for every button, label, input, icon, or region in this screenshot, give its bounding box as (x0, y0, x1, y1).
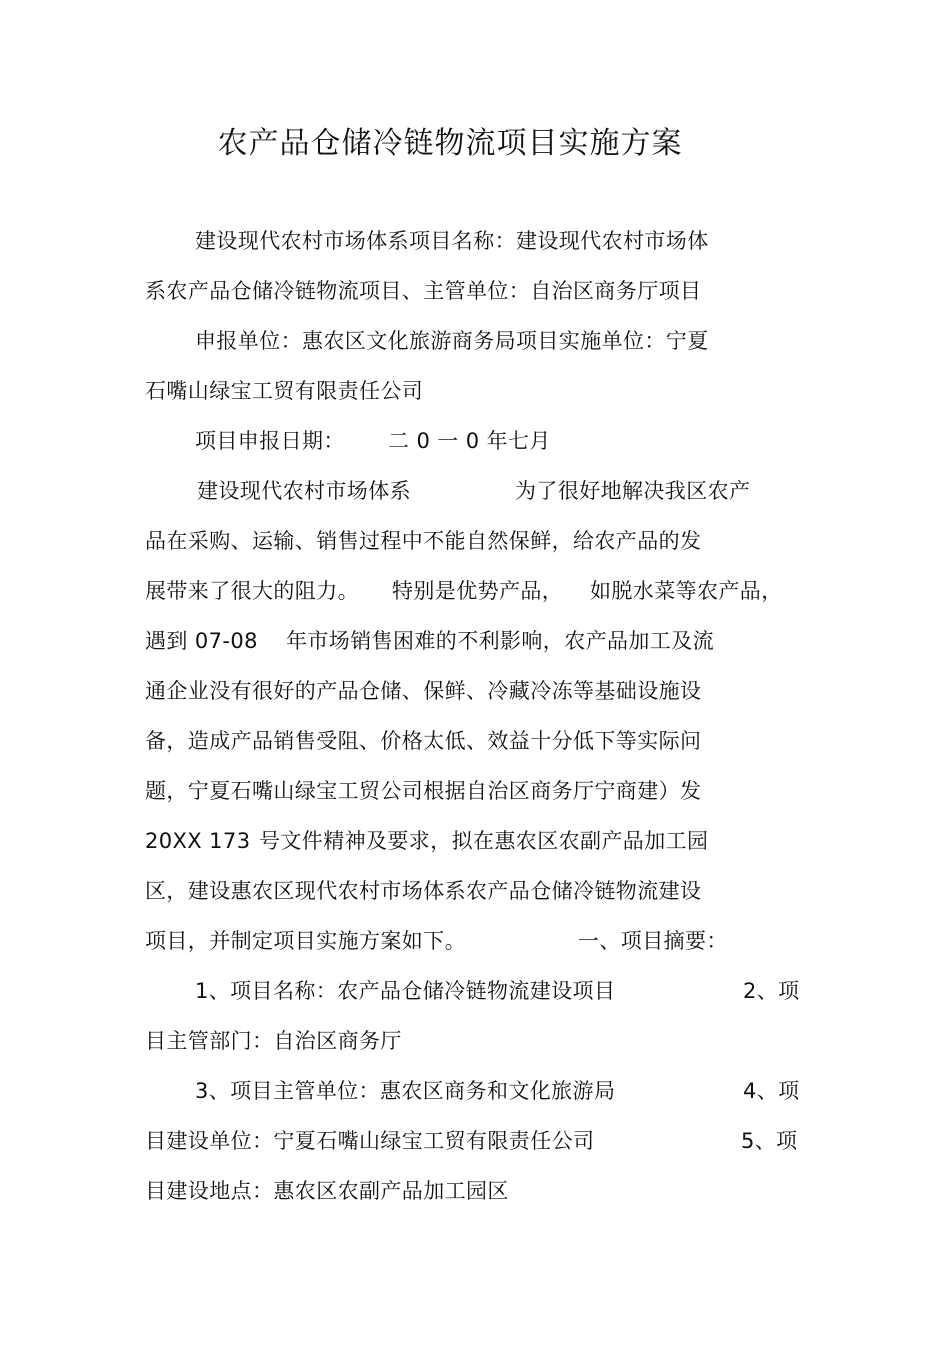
text-segment: 4、项 (743, 1079, 800, 1103)
text-segment: 目主管部门：自治区商务厅 (145, 1029, 402, 1053)
text-segment: 如脱水菜等农产品， (590, 579, 783, 603)
text-segment: 5、项 (741, 1129, 798, 1153)
text-segment: 年市场销售困难的不利影响，农产品加工及流 (286, 629, 714, 653)
text-segment: 区，建设惠农区现代农村市场体系农产品仓储冷链物流建设 (145, 879, 702, 903)
text-segment: 品在采购、运输、销售过程中不能自然保鲜，给农产品的发 (145, 529, 702, 553)
document-title: 农产品仓储冷链物流项目实施方案 (217, 126, 683, 161)
text-segment: 项目，并制定项目实施方案如下。 (145, 929, 466, 953)
text-segment: 特别是优势产品， (392, 579, 564, 603)
text-segment: 为了很好地解决我区农产 (515, 479, 751, 503)
text-segment: 通企业没有很好的产品仓储、保鲜、冷藏冷冻等基础设施设 (145, 679, 702, 703)
text-segment: 石嘴山绿宝工贸有限责任公司 (145, 379, 424, 403)
text-segment: 2、项 (743, 979, 800, 1003)
text-segment: 20XX 173 (145, 829, 251, 853)
text-segment: 号文件精神及要求，拟在惠农区农副产品加工园 (259, 829, 709, 853)
text-segment: 1、项目名称：农产品仓储冷链物流建设项目 (195, 979, 616, 1003)
text-segment: 二 0 一 0 年七月 (388, 429, 551, 453)
text-segment: 目建设单位：宁夏石嘴山绿宝工贸有限责任公司 (145, 1129, 595, 1153)
text-segment: 3、项目主管单位：惠农区商务和文化旅游局 (195, 1079, 616, 1103)
text-segment: 系农产品仓储冷链物流项目、主管单位：自治区商务厅项目 (145, 279, 702, 303)
text-segment: 目建设地点：惠农区农副产品加工园区 (145, 1179, 509, 1203)
text-segment: 题，宁夏石嘴山绿宝工贸公司根据自治区商务厅宁商建）发 (145, 779, 702, 803)
text-segment: 项目申报日期： (195, 429, 345, 453)
text-segment: 备，造成产品销售受阻、价格太低、效益十分低下等实际问 (145, 729, 702, 753)
text-segment: 一、项目摘要： (578, 929, 728, 953)
text-segment: 建设现代农村市场体系 (197, 479, 411, 503)
text-segment: 展带来了很大的阻力。 (145, 579, 359, 603)
text-segment: 申报单位：惠农区文化旅游商务局项目实施单位：宁夏 (195, 329, 709, 353)
text-segment: 建设现代农村市场体系项目名称：建设现代农村市场体 (195, 229, 709, 253)
text-segment: 遇到 07-08 (145, 629, 258, 653)
